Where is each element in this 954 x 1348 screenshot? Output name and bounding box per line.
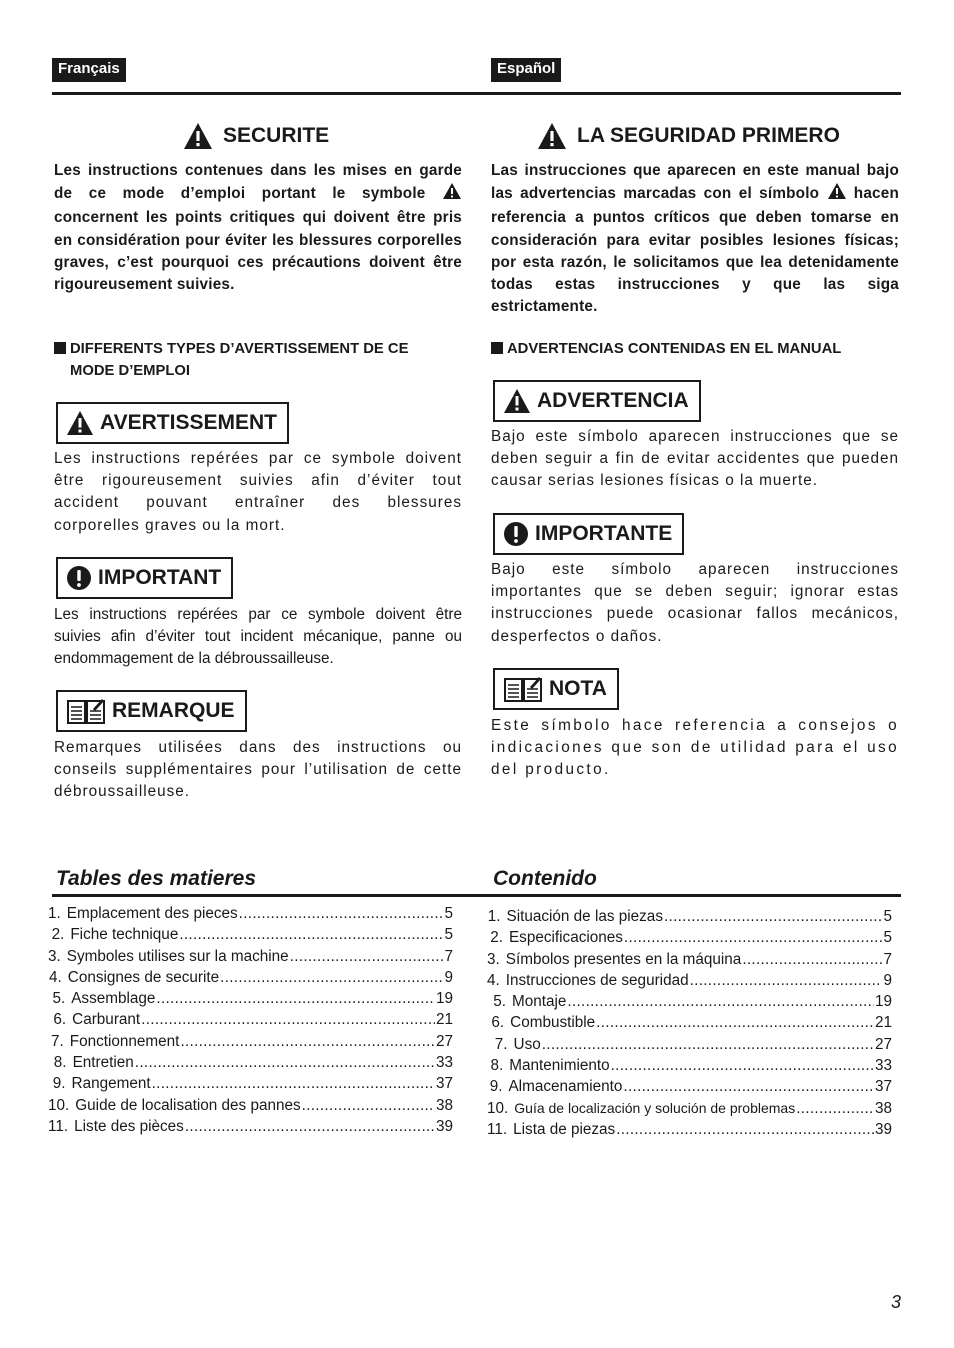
toc-entry[interactable] xyxy=(48,1095,453,1116)
fr-types-heading xyxy=(54,338,462,383)
toc-entry-page: 5 xyxy=(883,929,892,947)
toc-entry-number: 2. xyxy=(490,929,503,947)
toc-entry-label: Uso xyxy=(513,1035,541,1053)
toc-entry-page: 9 xyxy=(883,971,892,989)
toc-entry-label: Especificaciones xyxy=(508,929,623,947)
page-number: 3 xyxy=(890,1292,901,1312)
exclamation-circle-icon xyxy=(503,521,529,547)
toc-entry-number: 2. xyxy=(51,926,65,944)
es-safety-title-text: LA SEGURIDAD PRIMERO xyxy=(577,124,840,147)
fr-note-badge xyxy=(56,690,247,732)
fr-note-text: Remarques utilisées dans des instructions ou conseils supplémentaires pour l’utilisation de cette débroussailleuse. xyxy=(54,739,462,801)
fr-warning-badge xyxy=(56,402,289,444)
toc-entry-number: 8. xyxy=(490,1057,504,1075)
toc-entry-number: 4. xyxy=(487,971,500,989)
es-intro-part-b: hacen referencia a puntos críticos que deben tomarse en consideración para evitar posibles lesiones físicas; por esta razón, le solicitamos que lea detenidamente todas estas instrucciones y que las siga estrictamente. xyxy=(491,185,899,316)
toc-dot-leader xyxy=(567,991,874,1012)
toc-dot-leader xyxy=(179,924,443,945)
toc-rule xyxy=(52,894,901,897)
toc-entry-label: Rangement xyxy=(71,1075,151,1093)
fr-safety-intro xyxy=(54,160,462,296)
toc-entry[interactable] xyxy=(487,1076,892,1097)
toc-dot-leader xyxy=(290,946,444,967)
fr-toc-title: Tables des matieres xyxy=(56,867,256,890)
es-note-label: NOTA xyxy=(549,677,607,700)
toc-entry-label: Fiche technique xyxy=(70,926,179,944)
fr-toc-list xyxy=(48,903,453,1137)
es-types-heading-line1: ADVERTENCIAS CONTENIDAS EN EL MANUAL xyxy=(507,341,842,357)
toc-entry-label: Carburant xyxy=(72,1011,141,1029)
toc-dot-leader xyxy=(152,1073,435,1094)
es-safety-intro xyxy=(491,160,899,318)
fr-important-text: Les instructions repérées par ce symbole doivent être suivies afin d’éviter tout incident mécanique, panne ou endommagement de la débroussailleuse. xyxy=(54,606,462,668)
toc-dot-leader xyxy=(742,949,882,970)
toc-entry-number: 6. xyxy=(53,1011,67,1029)
toc-entry-page: 7 xyxy=(444,947,453,965)
es-note-badge xyxy=(493,668,619,710)
es-types-heading xyxy=(491,338,899,360)
toc-entry-number: 8. xyxy=(53,1054,67,1072)
toc-entry[interactable] xyxy=(487,1012,892,1033)
toc-entry-page: 9 xyxy=(444,968,453,986)
toc-entry-page: 38 xyxy=(435,1096,453,1114)
toc-entry-label: Situación de las piezas xyxy=(506,908,663,925)
toc-entry-label: Guía de localización y solución de problemas xyxy=(514,1099,796,1116)
toc-entry[interactable] xyxy=(487,1055,892,1076)
toc-dot-leader xyxy=(796,1098,874,1119)
toc-entry-page: 5 xyxy=(444,905,453,922)
toc-entry[interactable] xyxy=(48,1009,453,1030)
es-important-text: Bajo este símbolo aparecen instrucciones importantes que se deben seguir; ignorar estas instrucciones puede ocasionar fallos mecánicos, desperfectos o daños. xyxy=(491,561,899,645)
open-book-note-icon xyxy=(503,675,543,703)
square-bullet-icon xyxy=(491,342,503,354)
toc-entry-page: 5 xyxy=(883,908,892,925)
toc-entry-number: 10. xyxy=(487,1099,509,1117)
toc-entry[interactable] xyxy=(487,949,892,970)
exclamation-circle-icon xyxy=(66,565,92,591)
toc-dot-leader xyxy=(624,927,883,948)
toc-entry-number: 1. xyxy=(48,905,61,922)
fr-types-heading-line2: MODE D’EMPLOI xyxy=(70,363,191,380)
toc-entry-label: Assemblage xyxy=(71,990,156,1008)
toc-dot-leader xyxy=(616,1119,874,1140)
toc-entry-label: Fonctionnement xyxy=(69,1032,180,1050)
fr-note-label: REMARQUE xyxy=(112,699,235,722)
toc-entry-page: 19 xyxy=(874,993,892,1011)
toc-entry[interactable] xyxy=(48,1052,453,1073)
open-book-note-icon xyxy=(66,697,106,725)
toc-entry-page: 37 xyxy=(874,1078,892,1096)
toc-entry-page: 27 xyxy=(874,1035,892,1053)
toc-dot-leader xyxy=(302,1095,435,1116)
toc-entry[interactable] xyxy=(487,991,892,1012)
warning-triangle-icon xyxy=(66,410,94,436)
toc-entry-label: Symboles utilises sur la machine xyxy=(66,947,289,965)
toc-entry-number: 4. xyxy=(49,968,62,986)
toc-entry-number: 9. xyxy=(489,1078,503,1096)
toc-entry[interactable] xyxy=(48,1116,453,1137)
toc-entry-page: 33 xyxy=(435,1054,453,1072)
toc-dot-leader xyxy=(180,1031,435,1052)
warning-triangle-icon xyxy=(503,388,531,414)
toc-entry-number: 11. xyxy=(48,1117,69,1135)
toc-dot-leader xyxy=(623,1076,874,1097)
toc-entry-label: Montaje xyxy=(511,993,567,1011)
toc-dot-leader xyxy=(156,988,435,1009)
es-important-label: IMPORTANTE xyxy=(535,522,673,545)
toc-entry-label: Almacenamiento xyxy=(508,1078,623,1096)
toc-entry-number: 7. xyxy=(50,1032,64,1050)
toc-entry-page: 5 xyxy=(444,926,453,944)
warning-triangle-icon xyxy=(827,182,847,207)
toc-entry-page: 19 xyxy=(435,990,453,1008)
toc-entry-page: 39 xyxy=(435,1117,453,1135)
toc-entry-label: Mantenimiento xyxy=(509,1057,610,1075)
toc-entry-number: 7. xyxy=(494,1035,508,1053)
fr-safety-title xyxy=(183,122,329,150)
fr-intro-part-b: concernent les points critiques qui doivent être pris en considération pour éviter les blessures corporelles graves, c’est pourquoi ces précautions doivent être rigoureusement suivies. xyxy=(54,209,462,294)
toc-entry-page: 21 xyxy=(435,1011,453,1029)
toc-entry-number: 3. xyxy=(487,950,500,968)
toc-entry-label: Entretien xyxy=(72,1054,134,1072)
toc-entry-page: 37 xyxy=(435,1075,453,1093)
toc-dot-leader xyxy=(542,1034,874,1055)
fr-safety-title-text: SECURITE xyxy=(223,124,330,147)
es-safety-title xyxy=(537,122,840,150)
toc-entry-number: 10. xyxy=(48,1096,70,1114)
toc-entry[interactable] xyxy=(48,903,453,924)
fr-warning-label: AVERTISSEMENT xyxy=(100,411,277,434)
toc-entry-page: 27 xyxy=(435,1032,453,1050)
toc-dot-leader xyxy=(664,906,883,927)
toc-entry-label: Símbolos presentes en la máquina xyxy=(505,950,742,968)
fr-intro-part-a: Les instructions contenues dans les mises en garde de ce mode d’emploi portant le symbole xyxy=(54,162,462,203)
toc-entry[interactable] xyxy=(48,988,453,1009)
es-toc-list xyxy=(487,906,892,1140)
toc-entry-label: Emplacement des pieces xyxy=(66,905,238,922)
toc-dot-leader xyxy=(611,1055,874,1076)
toc-entry-page: 39 xyxy=(874,1120,892,1138)
toc-entry[interactable] xyxy=(487,1119,892,1140)
header-rule xyxy=(52,92,901,95)
toc-entry-number: 5. xyxy=(52,990,66,1008)
toc-entry-label: Instrucciones de seguridad xyxy=(505,971,689,989)
fr-warning-text: Les instructions repérées par ce symbole doivent être rigoureusement suivies afin d’éviter tout accident pouvant entraîner des blessures corporelles graves ou la mort. xyxy=(54,450,462,534)
toc-entry-label: Combustible xyxy=(510,1014,596,1032)
toc-entry-number: 11. xyxy=(487,1120,508,1138)
es-toc-title: Contenido xyxy=(493,867,597,890)
warning-triangle-icon xyxy=(537,122,567,150)
toc-entry-number: 6. xyxy=(491,1014,505,1032)
toc-entry-page: 7 xyxy=(883,950,892,968)
toc-dot-leader xyxy=(141,1009,435,1030)
es-intro-part-a: Las instrucciones que aparecen en este manual bajo las advertencias marcadas con el símbolo xyxy=(491,162,899,203)
toc-entry[interactable] xyxy=(487,906,892,927)
toc-entry-page: 38 xyxy=(874,1099,892,1117)
toc-entry[interactable] xyxy=(487,1034,892,1055)
toc-entry[interactable] xyxy=(487,927,892,948)
lang-tab-francais: Français xyxy=(52,58,126,82)
fr-important-badge xyxy=(56,557,233,599)
warning-triangle-icon xyxy=(442,182,462,207)
toc-entry[interactable] xyxy=(48,946,453,967)
toc-entry-number: 9. xyxy=(52,1075,66,1093)
es-important-badge xyxy=(493,513,684,555)
toc-dot-leader xyxy=(596,1012,874,1033)
toc-entry-number: 3. xyxy=(48,947,61,965)
es-warning-badge xyxy=(493,380,701,422)
toc-entry-label: Guide de localisation des pannes xyxy=(75,1096,301,1114)
toc-entry-number: 5. xyxy=(493,993,506,1011)
fr-types-heading-line1: DIFFERENTS TYPES D’AVERTISSEMENT DE CE xyxy=(70,341,409,357)
toc-dot-leader xyxy=(220,967,443,988)
toc-entry-page: 33 xyxy=(874,1057,892,1075)
toc-dot-leader xyxy=(185,1116,435,1137)
toc-entry[interactable] xyxy=(487,1098,892,1119)
es-warning-label: ADVERTENCIA xyxy=(537,389,689,412)
square-bullet-icon xyxy=(54,342,66,354)
toc-entry-label: Liste des pièces xyxy=(74,1117,184,1135)
toc-dot-leader xyxy=(135,1052,435,1073)
lang-tab-espanol: Español xyxy=(491,58,561,82)
toc-entry-page: 21 xyxy=(874,1014,892,1032)
toc-entry-number: 1. xyxy=(487,908,501,925)
toc-entry[interactable] xyxy=(48,924,453,945)
toc-dot-leader xyxy=(690,970,883,991)
toc-dot-leader xyxy=(239,903,444,924)
toc-entry[interactable] xyxy=(48,967,453,988)
warning-triangle-icon xyxy=(183,122,213,150)
toc-entry[interactable] xyxy=(48,1031,453,1052)
es-warning-text: Bajo este símbolo aparecen instrucciones que se deben seguir a fin de evitar accidentes que pueden causar serias lesiones físicas o la muerte. xyxy=(491,428,899,490)
fr-important-label: IMPORTANT xyxy=(98,566,222,589)
toc-entry[interactable] xyxy=(48,1073,453,1094)
toc-entry-label: Lista de piezas xyxy=(513,1120,616,1138)
toc-entry-label: Consignes de securite xyxy=(67,968,220,986)
es-note-text: Este símbolo hace referencia a consejos o indicaciones que son de utilidad para el uso del producto. xyxy=(491,717,899,779)
toc-entry[interactable] xyxy=(487,970,892,991)
